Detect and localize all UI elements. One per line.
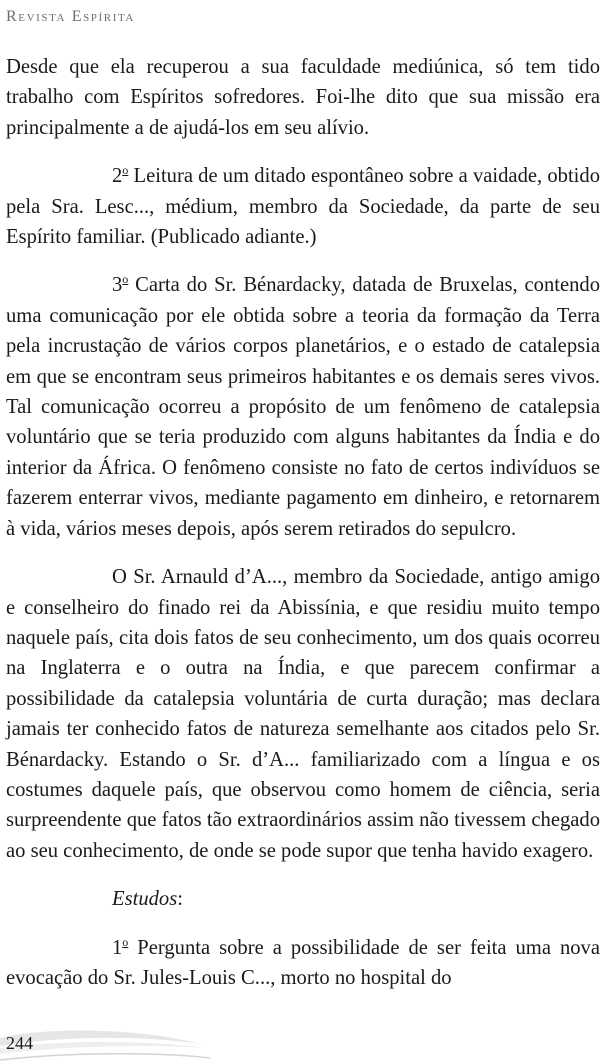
paragraph-6-text: Pergunta sobre a possibilidade de ser feita uma nova evocação do Sr. Jules-Louis C..., morto no hospital do [6,936,600,989]
section-heading-estudos [6,884,600,914]
paragraph-4-text: O Sr. Arnauld d’A..., membro da Sociedade, antigo amigo e conselheiro do finado rei da Abissínia, e que residiu muito tempo naquele país, cita dois fatos de seu conhecimento, um dos quais ocorreu na Inglaterra e o outra na Índia, e que parecem confirmar a possibilidade da catalepsia voluntária de curta duração; mas declara jamais ter conhecido fatos de natureza semelhante aos citados pelo Sr. Bénardacky. Estando o Sr. d’A... familiarizado com a língua e os costumes daquele país, que observou como homem de ciência, seria surpreendente que fatos tão extraordinários assim não tivessem chegado ao seu conhecimento, de onde se pode supor que tenha havido exagero. [6,566,600,862]
item-number-1: 1 [112,936,123,959]
paragraph-2 [6,161,600,252]
item-number-2: 2 [112,165,123,188]
paragraph-3 [6,270,600,544]
paragraph-6 [6,933,600,994]
ordinal-mark-1: o [122,934,129,949]
ordinal-mark-3: o [122,272,129,287]
body-text [6,52,600,993]
section-heading-text: Estudos [112,888,178,911]
paragraph-3-text: Carta do Sr. Bénardacky, datada de Bruxelas, contendo uma comunicação por ele obtida sobre a teoria da formação da Terra pela incrustação de vários corpos planetários, e o estado de catalepsia em que se encontram seus primeiros habitantes e os demais seres vivos. Tal comunicação ocorreu a propósito de um fenômeno de catalepsia voluntário que se teria produzido com alguns habitantes da Índia e do interior da África. O fenômeno consiste no fato de certos indivíduos se fazerem enterrar vivos, mediante pagamento em dinheiro, e retornarem à vida, vários meses depois, após serem retirados do sepulcro. [6,274,600,540]
page-corner-ornament [0,1018,607,1063]
ordinal-mark-2: o [122,163,129,178]
paragraph-1-text: Desde que ela recuperou a sua faculdade mediúnica, só tem tido trabalho com Espíritos sofredores. Foi-lhe dito que sua missão era principalmente a de ajudá-los em seu alívio. [6,56,600,139]
item-number-3: 3 [112,274,123,297]
paragraph-1 [6,52,600,143]
paragraph-4 [6,562,600,866]
corner-swoosh-line [0,1054,210,1060]
section-heading-colon: : [177,888,183,911]
page-number: 244 [6,1033,33,1053]
paragraph-2-text: Leitura de um ditado espontâneo sobre a vaidade, obtido pela Sra. Lesc..., médium, membro da Sociedade, da parte de seu Espírito familiar. (Publicado adiante.) [6,165,600,249]
running-head: Revista Espírita [6,8,135,25]
